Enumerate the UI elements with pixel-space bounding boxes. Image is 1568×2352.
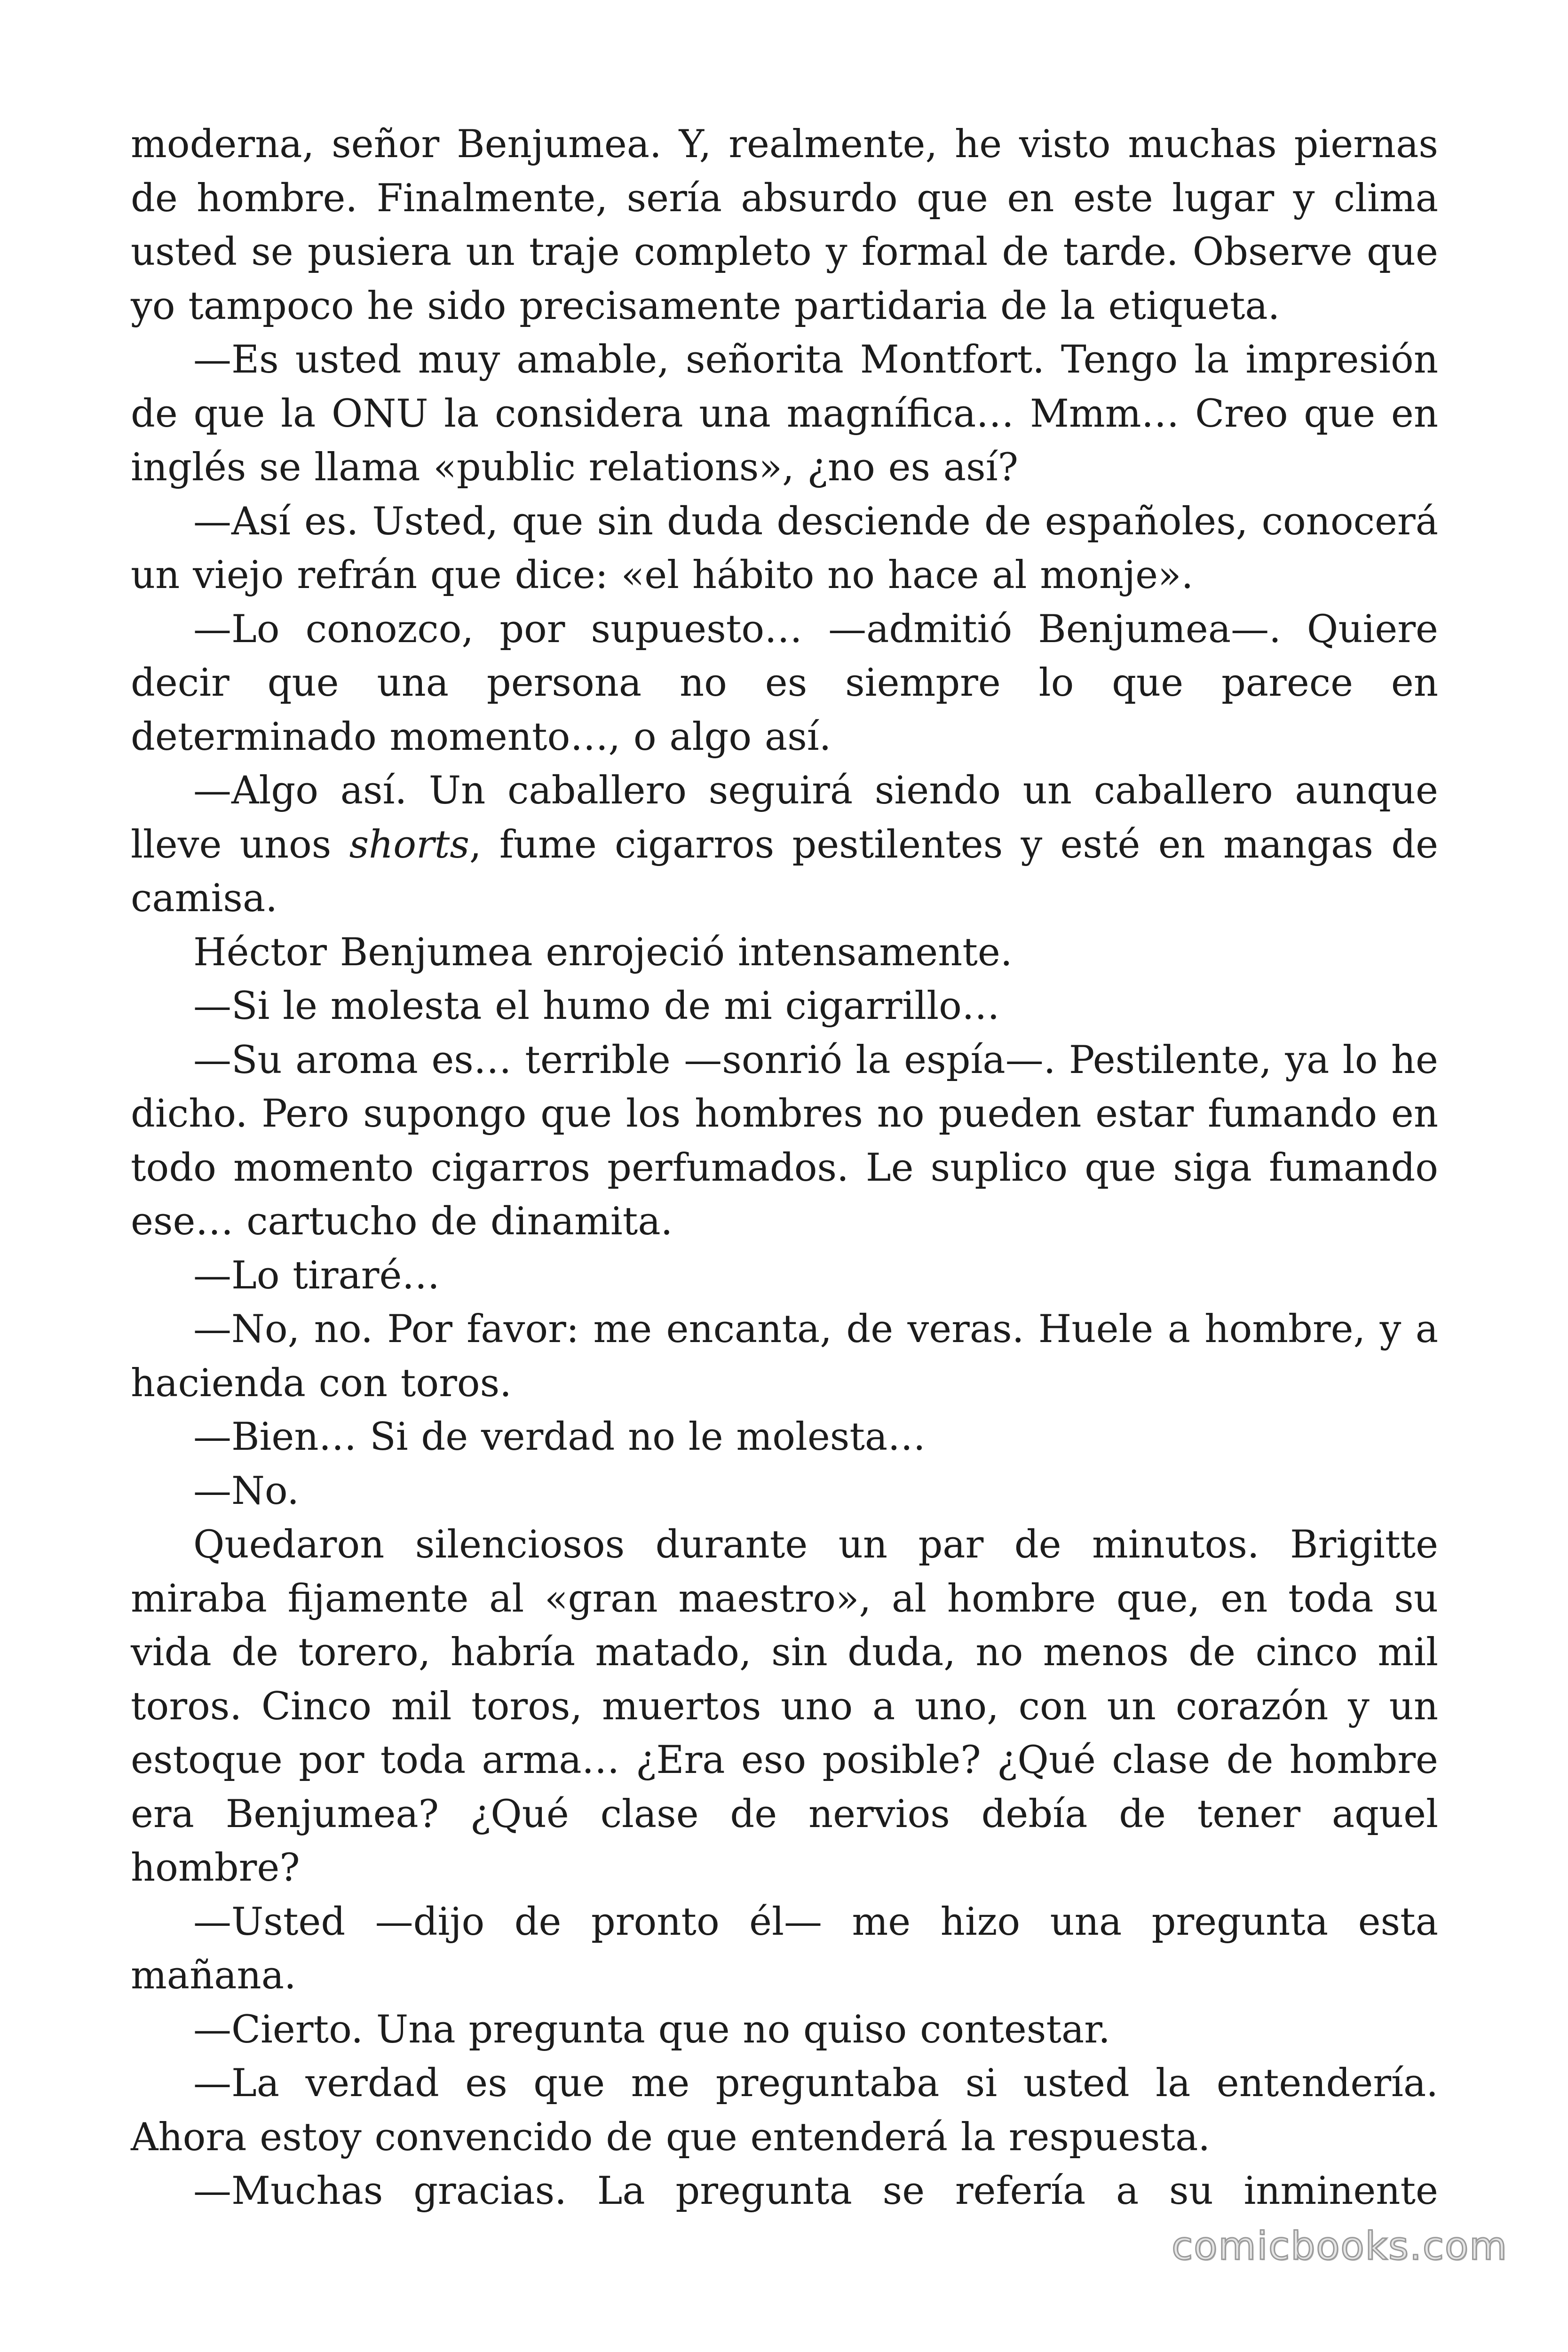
- paragraph: —Su aroma es… terrible —sonrió la espía—. Pestilente, ya lo he dicho. Pero supongo que los hombres no pueden estar fumando en todo momento cigarros perfumados. Le suplico que siga fumando ese… cartucho de dinamita.: [131, 1038, 1438, 1244]
- paragraph: —Cierto. Una pregunta que no quiso contestar.: [193, 2007, 1110, 2052]
- paragraph: —Muchas gracias. La pregunta se refería a su inminente: [193, 2169, 1438, 2213]
- paragraph: —No.: [193, 1469, 299, 1513]
- paragraph: Quedaron silenciosos durante un par de minutos. Brigitte miraba fijamente al «gran maestro», al hombre que, en toda su vida de torero, habría matado, sin duda, no menos de cinco mil toros. Cinco mil toros, muertos uno a uno, con un corazón y un estoque por toda arma… ¿Era eso posible? ¿Qué clase de hombre era Benjumea? ¿Qué clase de nervios debía de tener aquel hombre?: [131, 1523, 1438, 1890]
- paragraph: —Bien… Si de verdad no le molesta…: [193, 1415, 926, 1459]
- paragraph: —Es usted muy amable, señorita Montfort. Tengo la impresión de que la ONU la considera una magnífica… Mmm… Creo que en inglés se llama «public relations», ¿no es así?: [131, 338, 1438, 490]
- paragraph: —Así es. Usted, que sin duda desciende de españoles, conocerá un viejo refrán que dice: «el hábito no hace al monje».: [131, 499, 1438, 597]
- paragraph: moderna, señor Benjumea. Y, realmente, he visto muchas piernas de hombre. Finalmente, sería absurdo que en este lugar y clima usted se pusiera un traje completo y formal de tarde. Observe que yo tampoco he sido precisamente partidaria de la etiqueta.: [131, 122, 1438, 328]
- paragraph: —No, no. Por favor: me encanta, de veras. Huele a hombre, y a hacienda con toros.: [131, 1307, 1438, 1406]
- paragraph-text: —Algo así. Un caballero seguirá siendo un caballero aunque lleve unos: [131, 769, 1438, 867]
- paragraph: —Usted —dijo de pronto él— me hizo una pregunta esta mañana.: [131, 1899, 1438, 1998]
- book-page-text: [131, 118, 1438, 2218]
- paragraph: —La verdad es que me preguntaba si usted la entendería. Ahora estoy convencido de que entenderá la respuesta.: [131, 2061, 1438, 2160]
- italic-word: shorts: [349, 822, 469, 867]
- paragraph: —Lo conozco, por supuesto… —admitió Benjumea—. Quiere decir que una persona no es siempre lo que parece en determinado momento…, o algo así.: [131, 607, 1438, 759]
- paragraph: [131, 764, 1438, 926]
- paragraph: —Lo tiraré…: [193, 1253, 440, 1298]
- watermark: comicbooks.com: [1172, 2224, 1508, 2269]
- paragraph: —Si le molesta el humo de mi cigarrillo…: [193, 984, 1000, 1028]
- paragraph: Héctor Benjumea enrojeció intensamente.: [193, 930, 1013, 975]
- paragraph-text: , fume cigarros pestilentes y esté en mangas de camisa.: [131, 822, 1439, 921]
